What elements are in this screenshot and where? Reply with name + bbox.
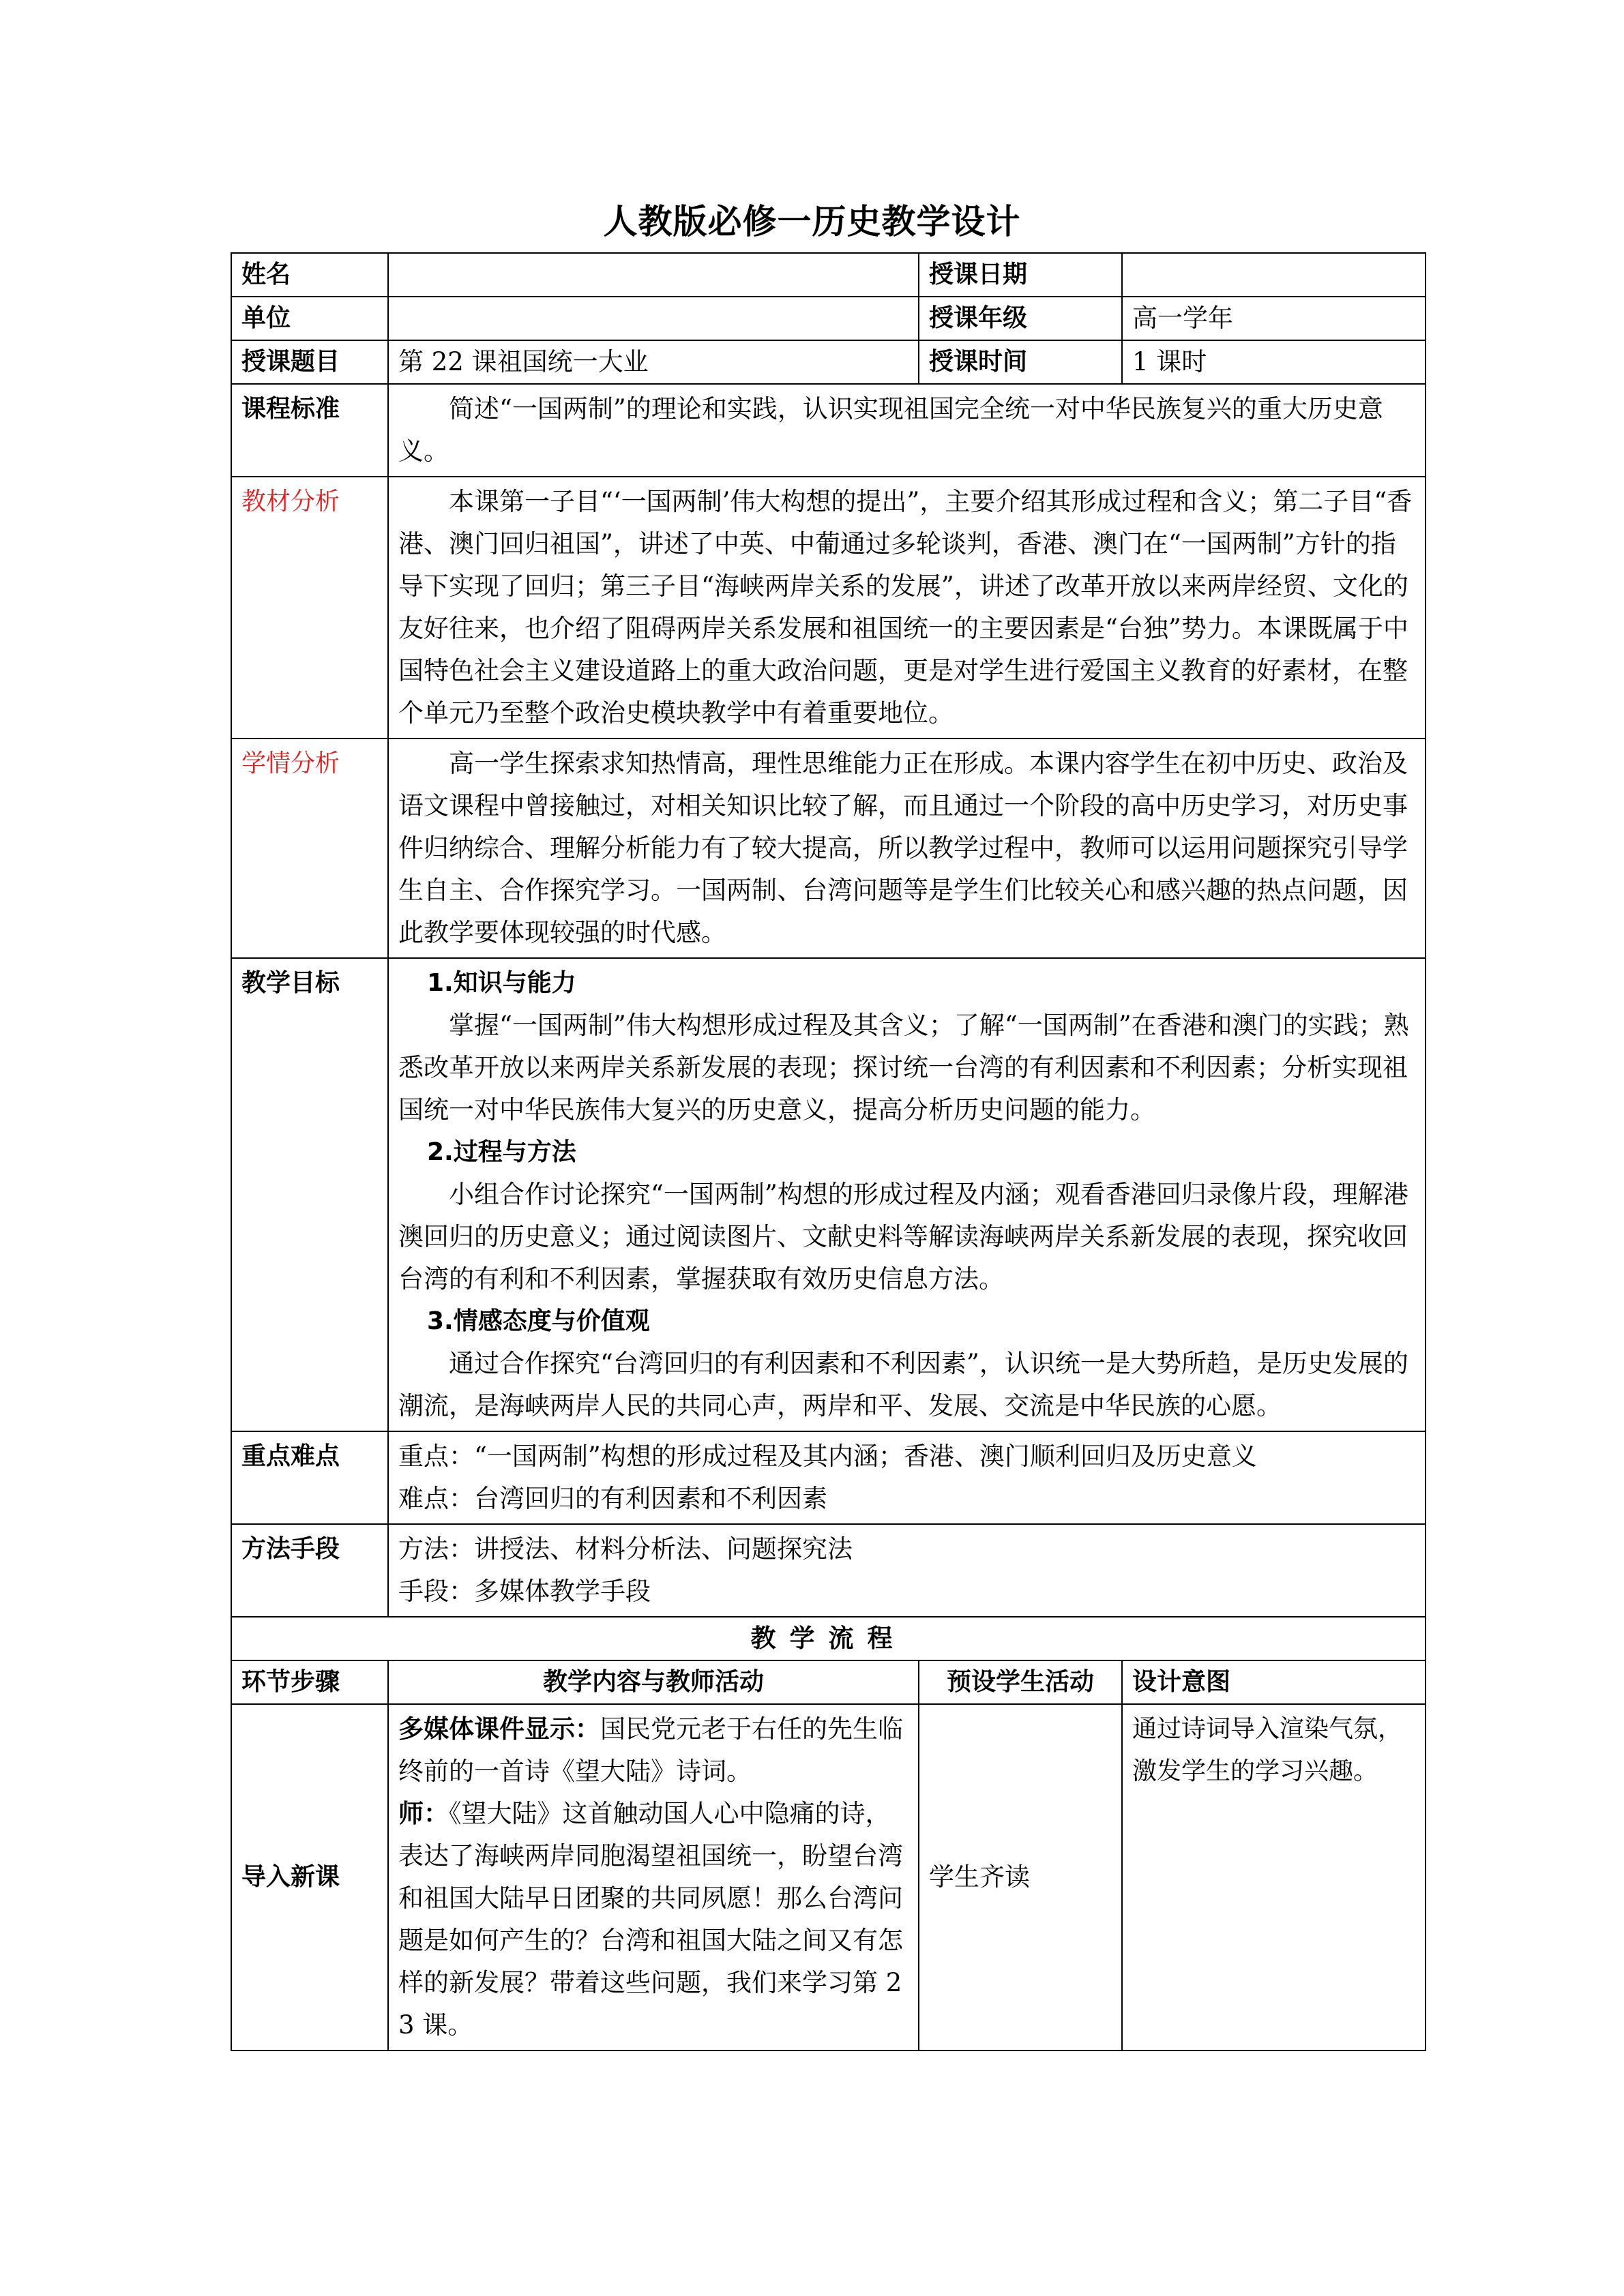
- row-unit-grade: [231, 297, 1426, 340]
- flow-header-intent: 设计意图: [1122, 1660, 1426, 1704]
- grade-label: 授课年级: [919, 297, 1122, 340]
- unit-label: 单位: [231, 297, 388, 340]
- material-text: 本课第一子目“‘一国两制’伟大构想的提出”，主要介绍其形成过程和含义；第二子目“香港、澳门回归祖国”，讲述了中英、中葡通过多轮谈判，香港、澳门在“一国两制”方针的指导下实现了回归；第三子目“海峡两岸关系的发展”，讲述了改革开放以来两岸经贸、文化的友好往来，也介绍了阻碍两岸关系发展和祖国统一的主要因素是“台独”势力。本课既属于中国特色社会主义建设道路上的重大政治问题，更是对学生进行爱国主义教育的好素材，在整个单元乃至整个政治史模块教学中有着重要地位。: [388, 477, 1426, 739]
- students-text: 高一学生探索求知热情高，理性思维能力正在形成。本课内容学生在初中历史、政治及语文课程中曾接触过，对相关知识比较了解，而且通过一个阶段的高中历史学习，对历史事件归纳综合、理解分析能力有了较大提高，所以教学过程中，教师可以运用问题探究引导学生自主、合作探究学习。一国两制、台湾问题等是学生们比较关心和感兴趣的热点问题，因此教学要体现较强的时代感。: [388, 739, 1426, 958]
- objective-heading-attitude: 3.情感态度与价值观: [427, 1307, 650, 1335]
- content-lead-multimedia: 多媒体课件显示：: [398, 1714, 600, 1744]
- row-keypoints: [231, 1431, 1426, 1524]
- keypoints-label: 重点难点: [231, 1431, 388, 1524]
- grade-value: 高一学年: [1122, 297, 1426, 340]
- lesson-plan-table: [231, 252, 1426, 2051]
- row-students: [231, 739, 1426, 958]
- row-flow-headers: [231, 1660, 1426, 1704]
- row-material: [231, 477, 1426, 739]
- row-flow-intro: [231, 1704, 1426, 2051]
- flow-content-intro: [388, 1704, 919, 2051]
- standard-label: 课程标准: [231, 384, 388, 477]
- name-value: [388, 253, 919, 297]
- date-label: 授课日期: [919, 253, 1122, 297]
- objectives-label: 教学目标: [231, 958, 388, 1431]
- keypoints-difficulty: 难点：台湾回归的有利因素和不利因素: [398, 1484, 827, 1513]
- row-standard: [231, 384, 1426, 477]
- objective-text-attitude: 通过合作探究“台湾回归的有利因素和不利因素”，认识统一是大势所趋，是历史发展的潮流，是海峡两岸人民的共同心声，两岸和平、发展、交流是中华民族的心愿。: [398, 1349, 1408, 1420]
- keypoints-focus: 重点：“一国两制”构想的形成过程及其内涵；香港、澳门顺利回归及历史意义: [398, 1442, 1257, 1471]
- objectives-content: [388, 958, 1426, 1431]
- objective-heading-process: 2.过程与方法: [427, 1138, 576, 1166]
- row-name-date: [231, 253, 1426, 297]
- flow-student-intro: 学生齐读: [919, 1704, 1122, 2051]
- objective-heading-knowledge: 1.知识与能力: [427, 969, 576, 997]
- flow-title: 教学流程: [231, 1617, 1426, 1660]
- methods-label: 方法手段: [231, 1524, 388, 1617]
- flow-step-intro: 导入新课: [231, 1704, 388, 2051]
- students-label: 学情分析: [231, 739, 388, 958]
- time-label: 授课时间: [919, 340, 1122, 384]
- content-text-teacher: 《望大陆》这首触动国人心中隐痛的诗，表达了海峡两岸同胞渴望祖国统一，盼望台湾和祖国大陆早日团聚的共同夙愿！那么台湾问题是如何产生的？台湾和祖国大陆之间又有怎样的新发展？带着这些问题，我们来学习第 23 课。: [398, 1799, 903, 2040]
- flow-header-student: 预设学生活动: [919, 1660, 1122, 1704]
- flow-header-step: 环节步骤: [231, 1660, 388, 1704]
- topic-value: 第 22 课祖国统一大业: [388, 340, 919, 384]
- row-methods: [231, 1524, 1426, 1617]
- row-topic-time: [231, 340, 1426, 384]
- keypoints-content: [388, 1431, 1426, 1524]
- flow-header-content: 教学内容与教师活动: [388, 1660, 919, 1704]
- row-flow-title: [231, 1617, 1426, 1660]
- date-value: [1122, 253, 1426, 297]
- time-value: 1 课时: [1122, 340, 1426, 384]
- content-text-multimedia: 国民党元老于右任的先生临终前的一首诗《望大陆》诗词。: [398, 1714, 903, 1786]
- unit-value: [388, 297, 919, 340]
- standard-text: 简述“一国两制”的理论和实践，认识实现祖国完全统一对中华民族复兴的重大历史意义。: [388, 384, 1426, 477]
- methods-content: [388, 1524, 1426, 1617]
- methods-means: 手段：多媒体教学手段: [398, 1577, 651, 1606]
- material-label: 教材分析: [231, 477, 388, 739]
- document-title: 人教版必修一历史教学设计: [603, 202, 1021, 241]
- content-lead-teacher: 师：: [398, 1799, 449, 1828]
- methods-approach: 方法：讲授法、材料分析法、问题探究法: [398, 1534, 853, 1564]
- row-objectives: [231, 958, 1426, 1431]
- objective-text-knowledge: 掌握“一国两制”伟大构想形成过程及其含义；了解“一国两制”在香港和澳门的实践；熟悉改革开放以来两岸关系新发展的表现；探讨统一台湾的有利因素和不利因素；分析实现祖国统一对中华民族伟大复兴的历史意义，提高分析历史问题的能力。: [398, 1011, 1409, 1124]
- flow-intent-intro: 通过诗词导入渲染气氛，激发学生的学习兴趣。: [1122, 1704, 1426, 2051]
- name-label: 姓名: [231, 253, 388, 297]
- objective-text-process: 小组合作讨论探究“一国两制”构想的形成过程及内涵；观看香港回归录像片段，理解港澳回归的历史意义；通过阅读图片、文献史料等解读海峡两岸关系新发展的表现，探究收回台湾的有利和不利因素，掌握获取有效历史信息方法。: [398, 1180, 1408, 1294]
- topic-label: 授课题目: [231, 340, 388, 384]
